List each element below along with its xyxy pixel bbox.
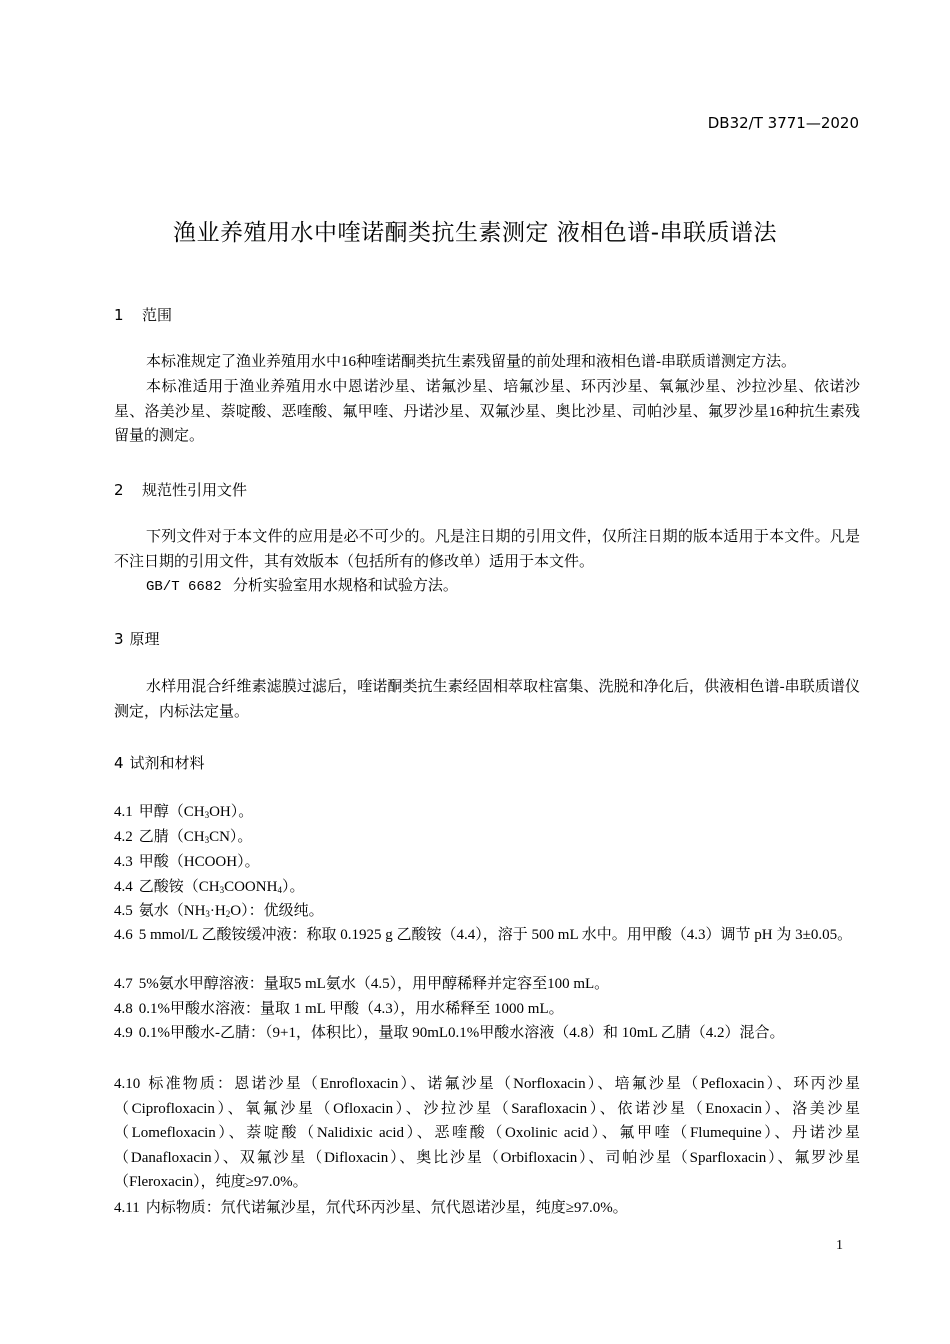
reference-item [114, 574, 860, 600]
reagent-item-4-10: 4.10 标准物质：恩诺沙星（Enrofloxacin）、诺氟沙星（Norfloxacin）、培氟沙星（Pefloxacin）、环丙沙星（Ciprofloxacin）、氧氟沙星（Ofloxacin）、沙拉沙星（Sarafloxacin）、依诺沙星（Enoxacin）、洛美沙星（Lomefloxacin）、萘啶酸（Nalidixic acid）、恶喹酸（Oxolinic acid）、氟甲喹（Flumequine）、丹诺沙星（Danafloxacin）、双氟沙星（Difloxacin）、奥比沙星（Orbifloxacin）、司帕沙星（Sparfloxacin）、氟罗沙星（Fleroxacin），纯度≥97.0%。 [114, 1076, 860, 1190]
section-title: 原理 [129, 630, 160, 648]
reference-code: GB/T 6682 [146, 579, 222, 595]
section-title: 试剂和材料 [129, 754, 205, 772]
section-title: 范围 [142, 306, 173, 324]
section-3-heading [114, 628, 160, 649]
section-number: 2 [114, 481, 124, 499]
document-title: 渔业养殖用水中喹诺酮类抗生素测定 液相色谱-串联质谱法 [172, 220, 778, 246]
section-title: 规范性引用文件 [142, 481, 248, 499]
reagent-item-4-11: 4.11 内标物质：氘代诺氟沙星，氘代环丙沙星、氘代恩诺沙星，纯度≥97.0%。 [114, 1200, 628, 1216]
reagent-item-4-8: 4.8 0.1%甲酸水溶液：量取 1 mL 甲酸（4.3），用水稀释至 1000 mL。 [114, 1001, 564, 1017]
section-number: 3 [114, 630, 124, 648]
section-number: 4 [114, 754, 124, 772]
page-number: 1 [836, 1238, 843, 1253]
reagent-item-4-5: 4.5 氨水$(NH_3\cdot H_2O)$：优级纯。 [114, 903, 324, 919]
references-paragraph: 下列文件对于本文件的应用是必不可少的。凡是注日期的引用文件，仅所注日期的版本适用于本文件。凡是不注日期的引用文件，其有效版本（包括所有的修改单）适用于本文件。 [114, 529, 860, 570]
reference-title: 分析实验室用水规格和试验方法。 [232, 578, 458, 594]
scope-paragraph-2: 本标准适用于渔业养殖用水中恩诺沙星、诺氟沙星、培氟沙星、环丙沙星、氧氟沙星、沙拉沙星、依诺沙星、洛美沙星、萘啶酸、恶喹酸、氟甲喹、丹诺沙星、双氟沙星、奥比沙星、司帕沙星、氟罗沙星16种抗生素残留量的测定。 [114, 379, 860, 444]
section-2-heading [114, 479, 247, 500]
section-1-heading [114, 304, 172, 325]
reagent-item-4-2: 4.2 乙腈$(CH_3CN)$。 [114, 829, 253, 845]
principle-paragraph: 水样用混合纤维素滤膜过滤后，喹诺酮类抗生素经固相萃取柱富集、洗脱和净化后，供液相色谱-串联质谱仪测定，内标法定量。 [114, 679, 860, 720]
standard-code: DB32/T 3771—2020 [707, 114, 859, 132]
reagent-item-4-6: 4.6 5 mmol/L 乙酸铵缓冲液：称取 0.1925 g 乙酸铵（4.4），溶于 500 mL 水中。用甲酸（4.3）调节 pH 为 3±0.05。 [114, 927, 853, 943]
reagent-item-4-1: 4.1 甲醇$(CH_3OH)$。 [114, 804, 254, 820]
reagent-item-4-4: 4.4 乙酸铵$(CH_3COONH_4)$。 [114, 879, 305, 895]
reagent-item-4-7: 4.7 5%氨水甲醇溶液：量取5 mL氨水（4.5），用甲醇稀释并定容至100 mL。 [114, 976, 610, 992]
reagent-item-4-9: 4.9 0.1%甲酸水-乙腈：（9+1，体积比），量取 90mL0.1%甲酸水溶液（4.8）和 10mL 乙腈（4.2）混合。 [114, 1025, 785, 1041]
scope-paragraph-1: 本标准规定了渔业养殖用水中16种喹诺酮类抗生素残留量的前处理和液相色谱-串联质谱测定方法。 [146, 354, 796, 370]
reagent-item-4-3: 4.3 甲酸（HCOOH）。 [114, 854, 260, 870]
section-number: 1 [114, 306, 124, 324]
section-4-heading [114, 752, 205, 773]
